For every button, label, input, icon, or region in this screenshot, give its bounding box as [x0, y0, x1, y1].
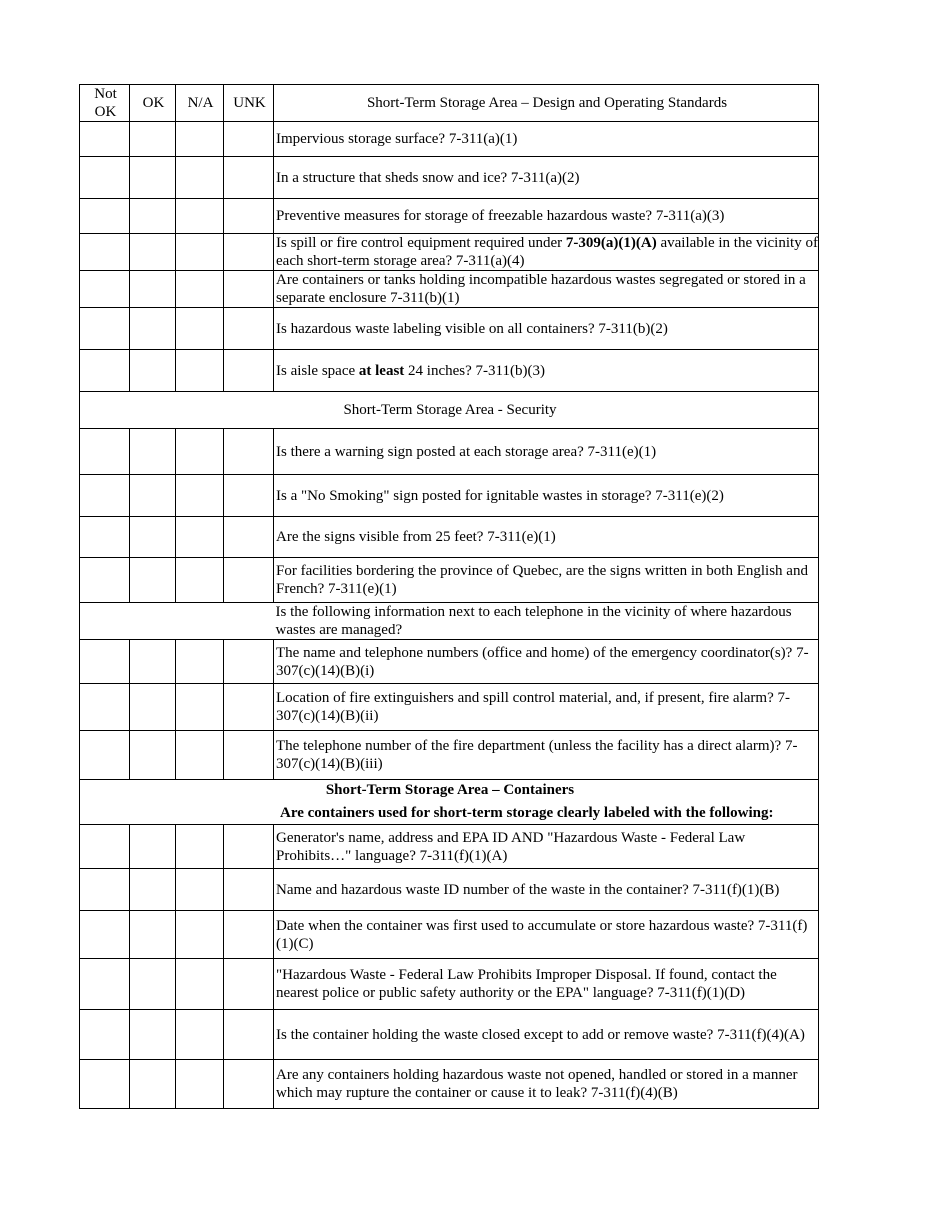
unk-cell[interactable] [224, 640, 274, 684]
na-cell[interactable] [176, 271, 224, 308]
emphasis-bold: at least [358, 362, 405, 379]
not-ok-cell[interactable] [80, 429, 130, 475]
not-ok-cell[interactable] [80, 475, 130, 517]
na-cell[interactable] [176, 640, 224, 684]
unk-cell[interactable] [224, 234, 274, 271]
not-ok-cell[interactable] [80, 731, 130, 780]
table-row [80, 234, 819, 271]
subhead-spacer [80, 603, 274, 640]
na-cell[interactable] [176, 157, 224, 199]
unk-cell[interactable] [224, 199, 274, 234]
table-row [80, 308, 819, 350]
unk-cell[interactable] [224, 684, 274, 731]
not-ok-cell[interactable] [80, 350, 130, 392]
not-ok-cell[interactable] [80, 869, 130, 911]
na-cell[interactable] [176, 517, 224, 558]
na-cell[interactable] [176, 429, 224, 475]
question-text: For facilities bordering the province of Quebec, are the signs written in both English and French? 7-311(e)(1) [274, 558, 819, 603]
question-text-part: 24 inches? 7-311(b)(3) [404, 362, 545, 379]
unk-cell[interactable] [224, 475, 274, 517]
unk-cell[interactable] [224, 122, 274, 157]
question-text: Are any containers holding hazardous waste not opened, handled or stored in a manner which may rupture the container or cause it to leak? 7-311(f)(4)(B) [274, 1060, 819, 1109]
na-cell[interactable] [176, 911, 224, 959]
table-row [80, 350, 819, 392]
not-ok-cell[interactable] [80, 122, 130, 157]
header-row [80, 85, 819, 122]
na-cell[interactable] [176, 869, 224, 911]
table-row [80, 825, 819, 869]
ok-cell[interactable] [130, 199, 176, 234]
section-title-design: Short-Term Storage Area – Design and Operating Standards [274, 85, 819, 122]
ok-cell[interactable] [130, 911, 176, 959]
table-row [80, 911, 819, 959]
table-row [80, 1010, 819, 1060]
table-row [80, 869, 819, 911]
question-text: Are containers or tanks holding incompatible hazardous wastes segregated or stored in a separate enclosure 7-311(b)(1) [274, 271, 819, 308]
inspection-checklist-table [79, 84, 819, 1109]
question-text [274, 234, 819, 271]
unk-cell[interactable] [224, 350, 274, 392]
question-text-part: available in the vicinity of each short-term storage area? 7-311(a)(4) [276, 235, 818, 269]
question-text [274, 350, 819, 392]
not-ok-cell[interactable] [80, 911, 130, 959]
section-row [80, 780, 819, 825]
question-text: Impervious storage surface? 7-311(a)(1) [274, 122, 819, 157]
question-text: Location of fire extinguishers and spill control material, and, if present, fire alarm? 7-307(c)(14)(B)(ii) [274, 684, 819, 731]
na-cell[interactable] [176, 825, 224, 869]
ok-cell[interactable] [130, 122, 176, 157]
question-text: Are the signs visible from 25 feet? 7-311(e)(1) [274, 517, 819, 558]
table-row [80, 475, 819, 517]
section-title-security: Short-Term Storage Area - Security [80, 392, 819, 429]
unk-cell[interactable] [224, 869, 274, 911]
ok-cell[interactable] [130, 234, 176, 271]
not-ok-cell[interactable] [80, 199, 130, 234]
unk-cell[interactable] [224, 1060, 274, 1109]
na-cell[interactable] [176, 350, 224, 392]
table-row [80, 517, 819, 558]
unk-cell[interactable] [224, 308, 274, 350]
question-text-part: Is aisle space [276, 362, 359, 379]
ok-cell[interactable] [130, 731, 176, 780]
question-text: Generator's name, address and EPA ID AND "Hazardous Waste - Federal Law Prohibits…" language? 7-311(f)(1)(A) [274, 825, 819, 869]
regulation-citation-bold: 7-309(a)(1)(A) [565, 235, 657, 251]
question-text: Preventive measures for storage of freezable hazardous waste? 7-311(a)(3) [274, 199, 819, 234]
na-cell[interactable] [176, 308, 224, 350]
na-cell[interactable] [176, 1060, 224, 1109]
table-row [80, 429, 819, 475]
table-row [80, 959, 819, 1010]
subhead-telephone: Is the following information next to each telephone in the vicinity of where hazardous wastes are managed? [274, 603, 819, 640]
not-ok-cell[interactable] [80, 959, 130, 1010]
na-cell[interactable] [176, 234, 224, 271]
section-row [80, 392, 819, 429]
na-cell[interactable] [176, 1010, 224, 1060]
question-text: Is hazardous waste labeling visible on all containers? 7-311(b)(2) [274, 308, 819, 350]
not-ok-cell[interactable] [80, 308, 130, 350]
not-ok-cell[interactable] [80, 558, 130, 603]
unk-cell[interactable] [224, 911, 274, 959]
ok-cell[interactable] [130, 517, 176, 558]
not-ok-cell[interactable] [80, 825, 130, 869]
subhead-row [80, 603, 819, 640]
col-header-ok: OK [130, 85, 176, 122]
subhead-containers: Are containers used for short-term storage clearly labeled with the following: [280, 805, 774, 821]
not-ok-cell[interactable] [80, 640, 130, 684]
not-ok-cell[interactable] [80, 684, 130, 731]
na-cell[interactable] [176, 558, 224, 603]
unk-cell[interactable] [224, 429, 274, 475]
question-text: The telephone number of the fire department (unless the facility has a direct alarm)? 7-307(c)(14)(B)(iii) [274, 731, 819, 780]
ok-cell[interactable] [130, 558, 176, 603]
question-text: Is there a warning sign posted at each storage area? 7-311(e)(1) [274, 429, 819, 475]
table-row [80, 558, 819, 603]
unk-cell[interactable] [224, 558, 274, 603]
ok-cell[interactable] [130, 959, 176, 1010]
table-row [80, 122, 819, 157]
col-header-na: N/A [176, 85, 224, 122]
unk-cell[interactable] [224, 1010, 274, 1060]
question-text: "Hazardous Waste - Federal Law Prohibits Improper Disposal. If found, contact the nearest police or public safety authority or the EPA" language? 7-311(f)(1)(D) [274, 959, 819, 1010]
not-ok-cell[interactable] [80, 1060, 130, 1109]
question-text: Is a "No Smoking" sign posted for ignitable wastes in storage? 7-311(e)(2) [274, 475, 819, 517]
question-text: Name and hazardous waste ID number of the waste in the container? 7-311(f)(1)(B) [274, 869, 819, 911]
col-header-unk: UNK [224, 85, 274, 122]
question-text: Date when the container was first used to accumulate or store hazardous waste? 7-311(f)(1)(C) [274, 911, 819, 959]
ok-cell[interactable] [130, 308, 176, 350]
na-cell[interactable] [176, 122, 224, 157]
not-ok-cell[interactable] [80, 1010, 130, 1060]
question-text: In a structure that sheds snow and ice? 7-311(a)(2) [274, 157, 819, 199]
ok-cell[interactable] [130, 869, 176, 911]
table-row [80, 640, 819, 684]
ok-cell[interactable] [130, 475, 176, 517]
na-cell[interactable] [176, 475, 224, 517]
ok-cell[interactable] [130, 1010, 176, 1060]
not-ok-cell[interactable] [80, 234, 130, 271]
na-cell[interactable] [176, 199, 224, 234]
table-row [80, 199, 819, 234]
unk-cell[interactable] [224, 959, 274, 1010]
na-cell[interactable] [176, 959, 224, 1010]
unk-cell[interactable] [224, 271, 274, 308]
ok-cell[interactable] [130, 429, 176, 475]
question-text-part: Is spill or fire control equipment required under [276, 235, 566, 251]
ok-cell[interactable] [130, 640, 176, 684]
ok-cell[interactable] [130, 350, 176, 392]
section-title-containers: Short-Term Storage Area – Containers [325, 782, 575, 798]
col-header-not-ok: Not OK [80, 85, 130, 122]
not-ok-cell[interactable] [80, 517, 130, 558]
section-containers [80, 780, 819, 825]
na-cell[interactable] [176, 731, 224, 780]
unk-cell[interactable] [224, 825, 274, 869]
ok-cell[interactable] [130, 157, 176, 199]
table-row [80, 271, 819, 308]
unk-cell[interactable] [224, 157, 274, 199]
ok-cell[interactable] [130, 271, 176, 308]
not-ok-cell[interactable] [80, 271, 130, 308]
table-row [80, 684, 819, 731]
ok-cell[interactable] [130, 1060, 176, 1109]
na-cell[interactable] [176, 684, 224, 731]
question-text: Is the container holding the waste closed except to add or remove waste? 7-311(f)(4)(A) [274, 1010, 819, 1060]
unk-cell[interactable] [224, 731, 274, 780]
unk-cell[interactable] [224, 517, 274, 558]
ok-cell[interactable] [130, 825, 176, 869]
ok-cell[interactable] [130, 684, 176, 731]
table-row [80, 157, 819, 199]
table-row [80, 1060, 819, 1109]
table-row [80, 731, 819, 780]
not-ok-cell[interactable] [80, 157, 130, 199]
question-text: The name and telephone numbers (office and home) of the emergency coordinator(s)? 7-307(c)(14)(B)(i) [274, 640, 819, 684]
